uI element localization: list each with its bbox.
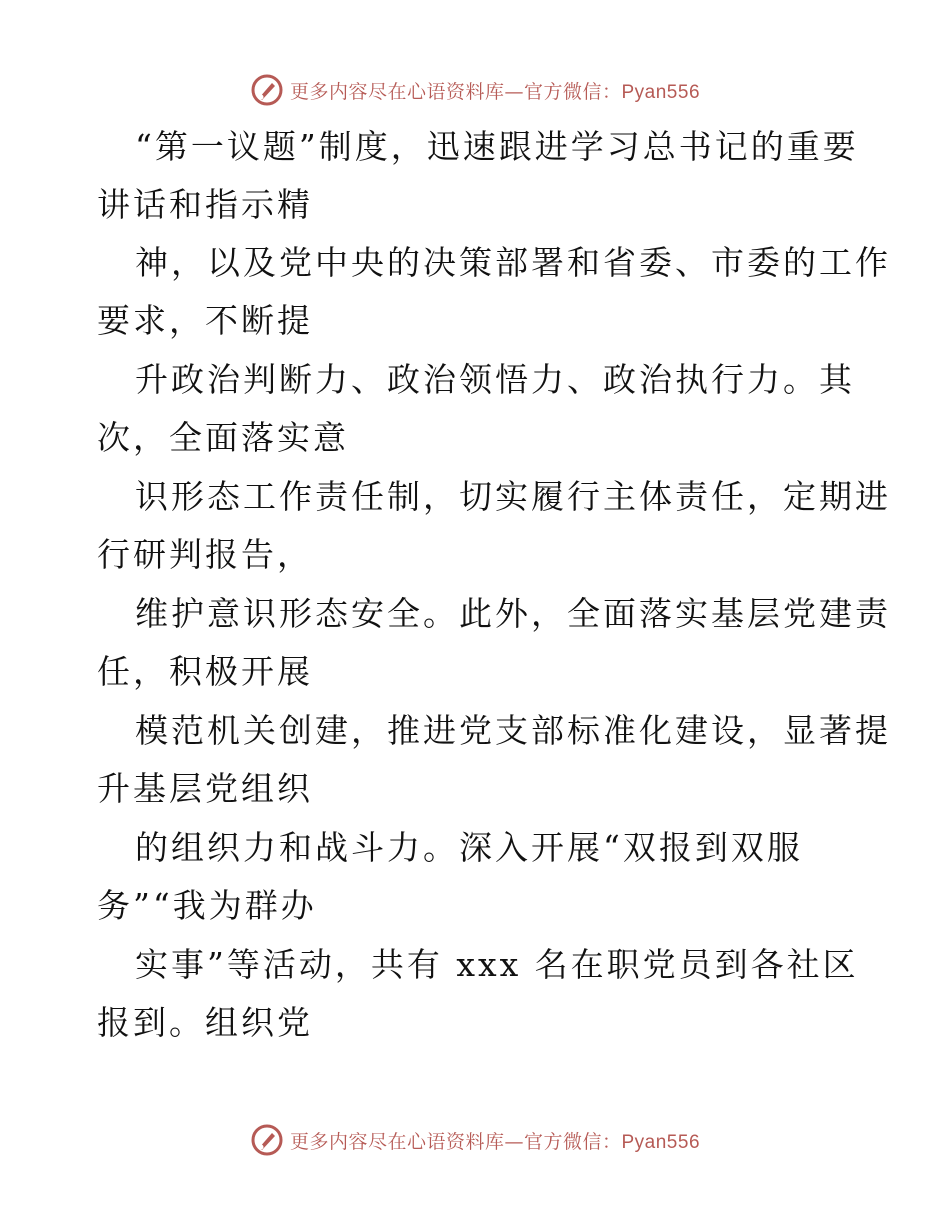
body-line: 识形态工作责任制，切实履行主体责任，定期进 <box>135 477 891 516</box>
body-line: 报到。组织党 <box>97 1003 313 1042</box>
body-line: 次，全面落实意 <box>97 418 349 457</box>
footer-wechat-id: Pyan556 <box>621 1131 701 1153</box>
body-line: 讲话和指示精 <box>97 185 313 224</box>
footer-wechat-label: 官方微信： <box>523 1130 622 1153</box>
header-dash: — <box>504 80 524 103</box>
footer-text <box>290 1127 700 1154</box>
header-site-text: 更多内容尽在心语资料库 <box>289 80 505 103</box>
pen-logo-icon <box>250 73 284 107</box>
footer-site-text: 更多内容尽在心语资料库 <box>289 1130 505 1153</box>
body-line: 模范机关创建，推进党支部标准化建设，显著提 <box>135 711 891 750</box>
body-line: 要求，不断提 <box>97 301 313 340</box>
header-wechat-label: 官方微信： <box>523 80 622 103</box>
body-line: 的组织力和战斗力。深入开展“双报到双服 <box>135 828 803 867</box>
header-text <box>290 77 700 104</box>
body-line: 维护意识形态安全。此外，全面落实基层党建责 <box>135 594 891 633</box>
body-line: 任，积极开展 <box>97 652 313 691</box>
footer-dash: — <box>504 1130 524 1153</box>
body-line: 实事”等活动，共有 xxx 名在职党员到各社区 <box>135 945 859 984</box>
header-banner <box>0 70 950 110</box>
header-wechat-id: Pyan556 <box>621 81 701 103</box>
body-line: 神，以及党中央的决策部署和省委、市委的工作 <box>135 243 891 282</box>
footer-banner <box>0 1120 950 1160</box>
body-line: 升基层党组织 <box>97 769 313 808</box>
body-line: 行研判报告， <box>97 535 313 574</box>
pen-logo-icon <box>250 1123 284 1157</box>
body-line: 升政治判断力、政治领悟力、政治执行力。其 <box>135 360 855 399</box>
body-line: “第一议题”制度，迅速跟进学习总书记的重要 <box>135 127 859 166</box>
body-line: 务”“我为群办 <box>97 886 317 925</box>
